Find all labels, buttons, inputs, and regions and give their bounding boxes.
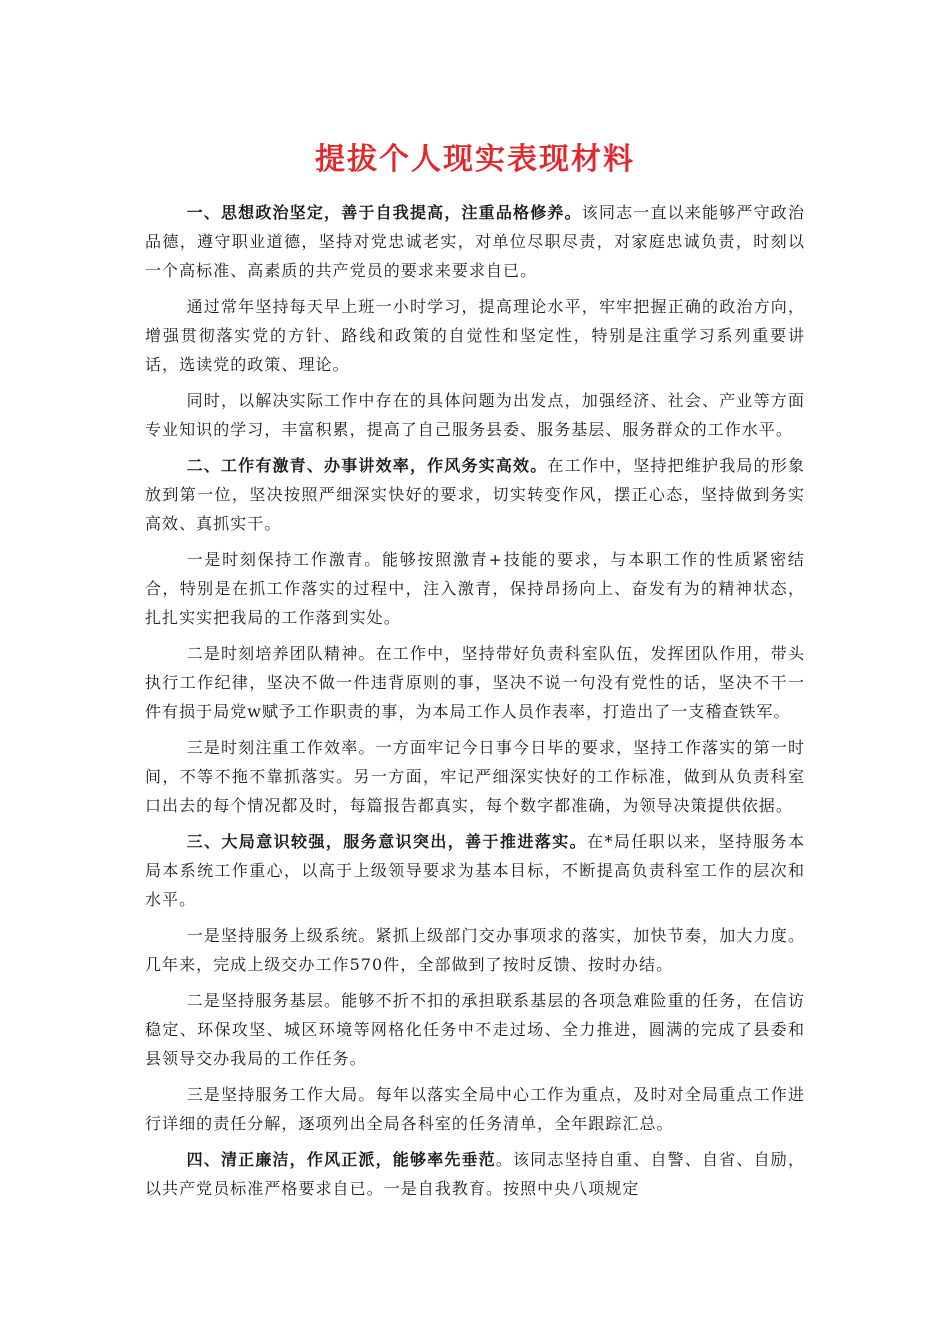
paragraph-lead: 三、大局意识较强，服务意识突出，善于推进落实。 [186,832,588,851]
paragraph-4 [145,451,805,538]
paragraph-1 [145,198,805,285]
paragraph-text: 三是坚持服务工作大局。每年以落实全局中心工作为重点，及时对全局重点工作进行详细的责任分解，逐项列出全局各科室的任务清单，全年跟踪汇总。 [145,1085,805,1133]
paragraph-text: 二是坚持服务基层。能够不折不扣的承担联系基层的各项急难险重的任务，在信访稳定、环保攻坚、城区环境等网格化任务中不走过场、全力推进，圆满的完成了县委和县领导交办我局的工作任务。 [145,991,805,1068]
paragraph-9 [145,921,805,979]
paragraph-3 [145,386,805,444]
paragraph-text: 一是时刻保持工作激青。能够按照激青+技能的要求，与本职工作的性质紧密结合，特别是在抓工作落实的过程中，注入激青，保持昂扬向上、奋发有为的精神状态，扎扎实实把我局的工作落到实处。 [145,550,805,627]
paragraph-text: 。该同志坚持自重、自警、自省、自励，以共产党员标准严格要求自已。一是自我教育。按照中央八项规定 [145,1150,805,1198]
paragraph-7 [145,733,805,820]
paragraph-10 [145,986,805,1073]
document-title: 提拔个人现实表现材料 [315,142,635,177]
paragraph-text: 同时，以解决实际工作中存在的具体问题为出发点，加强经济、社会、产业等方面专业知识的学习，丰富积累，提高了自己服务县委、服务基层、服务群众的工作水平。 [145,391,805,439]
paragraph-text: 通过常年坚持每天早上班一小时学习，提高理论水平，牢牢把握正确的政治方向，增强贯彻落实党的方针、路线和政策的自觉性和坚定性，特别是注重学习系列重要讲话，选读党的政策、理论。 [145,297,805,374]
paragraph-text: 该同志一直以来能够严守政治品德，遵守职业道德，坚持对党忠诚老实，对单位尽职尽责，对家庭忠诚负责，时刻以一个高标准、高素质的共产党员的要求来要求自已。 [145,203,805,280]
document-body [145,198,805,1203]
paragraph-11 [145,1080,805,1138]
paragraph-text: 二是时刻培养团队精神。在工作中，坚持带好负责科室队伍，发挥团队作用，带头执行工作纪律，坚决不做一件违背原则的事，坚决不说一句没有党性的话，坚决不干一件有损于局党w赋予工作职责的事，为本局工作人员作表率，打造出了一支稽查铁军。 [145,644,805,721]
paragraph-lead: 一、思想政治坚定，善于自我提高，注重品格修养。 [186,203,582,222]
paragraph-text: 一是坚持服务上级系统。紧抓上级部门交办事项求的落实，加快节奏，加大力度。几年来，完成上级交办工作570件，全部做到了按时反馈、按时办结。 [145,926,805,974]
paragraph-text: 在*局任职以来，坚持服务本局本系统工作重心，以高于上级领导要求为基本目标，不断提高负责科室工作的层次和水平。 [145,832,805,909]
paragraph-text: 三是时刻注重工作效率。一方面牢记今日事今日毕的要求，坚持工作落实的第一时间，不等不拖不靠抓落实。另一方面，牢记严细深实快好的工作标准，做到从负责科室口出去的每个情况都及时，每篇报告都真实，每个数字都准确，为领导决策提供依据。 [145,738,805,815]
paragraph-text: 在工作中，坚持把维护我局的形象放到第一位，坚决按照严细深实快好的要求，切实转变作风，摆正心态，坚持做到务实高效、真抓实干。 [145,456,805,533]
paragraph-12 [145,1145,805,1203]
paragraph-2 [145,292,805,379]
paragraph-6 [145,639,805,726]
paragraph-lead: 二、工作有激青、办事讲效率，作风务实高效。 [186,456,548,475]
paragraph-lead: 四、清正廉洁，作风正派，能够率先垂范 [186,1150,496,1169]
paragraph-5 [145,545,805,632]
paragraph-8 [145,827,805,914]
